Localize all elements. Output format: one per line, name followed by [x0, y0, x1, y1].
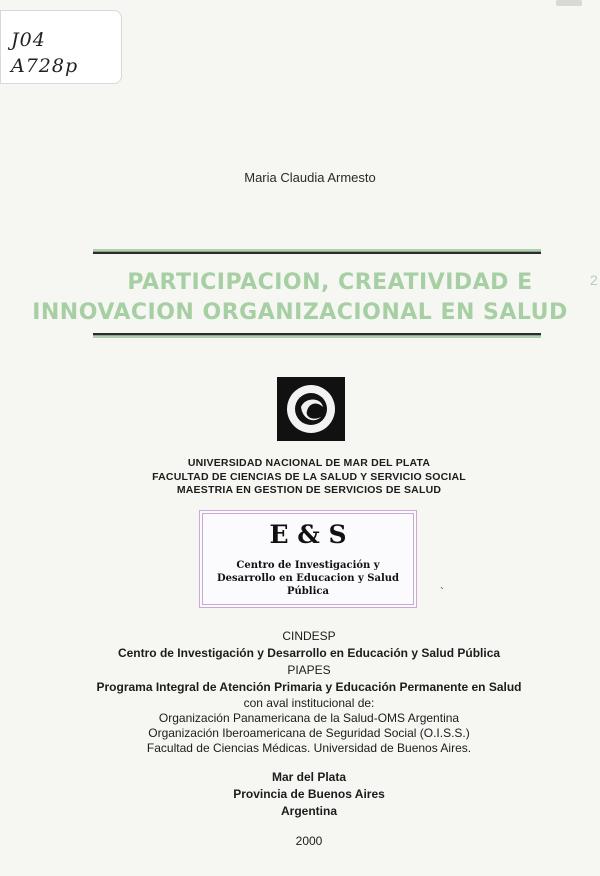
- institution-line-1: UNIVERSIDAD NACIONAL DE MAR DEL PLATA: [187, 457, 431, 469]
- es-line-2: Desarrollo en Educacion y Salud: [216, 573, 400, 584]
- cindesp-full: Centro de Investigación y Desarrollo en Educación y Salud Pública: [117, 646, 501, 660]
- org-3: Facultad de Ciencias Médicas. Universidad de Buenos Aires.: [146, 741, 472, 755]
- catalog-label-line1: J04: [11, 29, 46, 51]
- university-logo: [277, 377, 345, 441]
- year: 2000: [295, 834, 323, 848]
- stray-mark: 2: [590, 272, 598, 288]
- country: Argentina: [280, 804, 337, 818]
- title-rule-top: [93, 251, 541, 254]
- org-1: Organización Panamericana de la Salud-OMS Argentina: [158, 711, 460, 725]
- author-name: Maria Claudia Armesto: [244, 170, 376, 185]
- institution-line-3: MAESTRIA EN GESTION DE SERVICIOS DE SALUD: [176, 484, 442, 496]
- title-line-1: PARTICIPACION, CREATIVIDAD E: [127, 270, 533, 295]
- piapes: PIAPES: [287, 663, 331, 677]
- es-box: [199, 510, 417, 608]
- piapes-full: Programa Integral de Atención Primaria y Educación Permanente en Salud: [96, 680, 522, 694]
- corner-mark: [556, 0, 582, 6]
- province: Provincia de Buenos Aires: [233, 787, 385, 801]
- es-line-3: Pública: [287, 586, 329, 597]
- title-rule-bottom: [93, 333, 541, 336]
- title-line-2: INNOVACION ORGANIZACIONAL EN SALUD: [32, 300, 568, 325]
- org-2: Organización Iberoamericana de Seguridad Social (O.I.S.S.): [148, 726, 470, 740]
- city: Mar del Plata: [271, 770, 347, 784]
- institution-line-2: FACULTAD DE CIENCIAS DE LA SALUD Y SERVICIO SOCIAL: [152, 471, 466, 483]
- es-line-1: Centro de Investigación y: [236, 560, 380, 571]
- catalog-label: [0, 10, 122, 84]
- cindesp: CINDESP: [282, 629, 336, 643]
- es-heading: E & S: [269, 520, 347, 549]
- aval-text: con aval institucional de:: [243, 696, 375, 710]
- stray-tick: `: [440, 585, 444, 599]
- catalog-label-line2: A728p: [11, 55, 79, 77]
